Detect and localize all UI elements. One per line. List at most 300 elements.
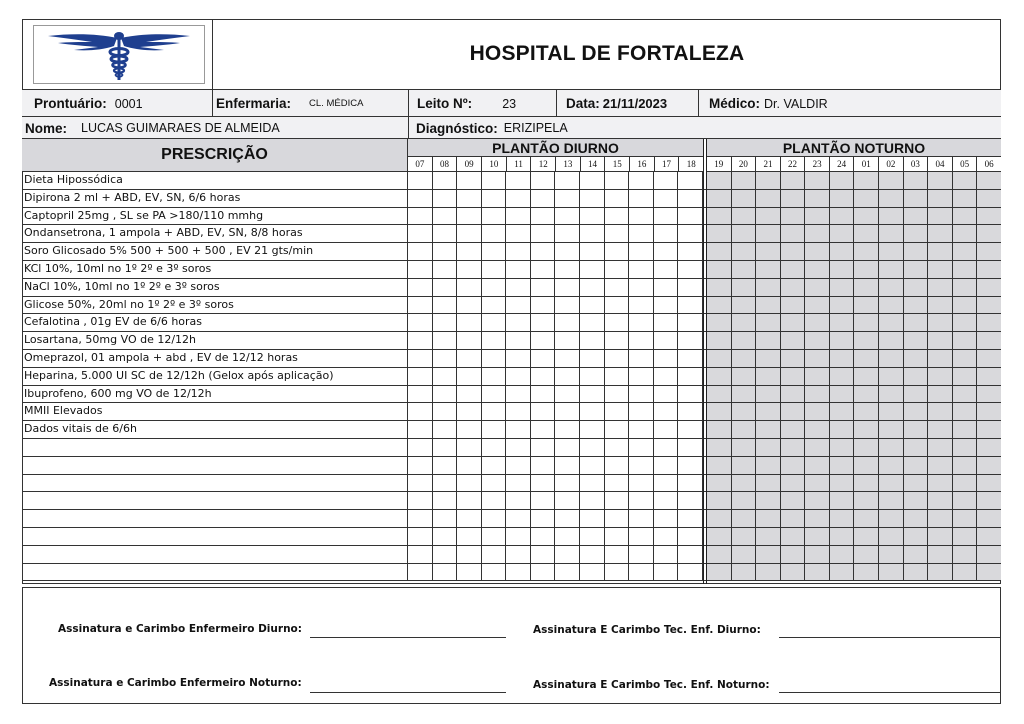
checkoff-cell[interactable] [781,243,806,260]
checkoff-cell[interactable] [506,190,531,207]
checkoff-cell[interactable] [457,546,482,563]
checkoff-cell[interactable] [707,475,732,492]
checkoff-cell[interactable] [457,510,482,527]
checkoff-cell[interactable] [830,208,855,225]
checkoff-cell[interactable] [904,350,929,367]
checkoff-cell[interactable] [854,225,879,242]
checkoff-cell[interactable] [830,314,855,331]
checkoff-cell[interactable] [506,243,531,260]
checkoff-cell[interactable] [506,457,531,474]
checkoff-cell[interactable] [879,421,904,438]
checkoff-cell[interactable] [928,510,953,527]
checkoff-cell[interactable] [756,457,781,474]
checkoff-cell[interactable] [531,314,556,331]
checkoff-cell[interactable] [580,386,605,403]
checkoff-cell[interactable] [756,528,781,545]
checkoff-cell[interactable] [879,546,904,563]
checkoff-cell[interactable] [830,297,855,314]
checkoff-cell[interactable] [678,368,703,385]
checkoff-cell[interactable] [678,225,703,242]
checkoff-cell[interactable] [830,332,855,349]
checkoff-cell[interactable] [805,332,830,349]
checkoff-cell[interactable] [756,172,781,189]
checkoff-cell[interactable] [580,261,605,278]
checkoff-cell[interactable] [433,279,458,296]
checkoff-cell[interactable] [732,172,757,189]
sig-tec-noturno-line[interactable] [779,692,1000,693]
checkoff-cell[interactable] [854,475,879,492]
prescription-text[interactable] [22,528,408,545]
checkoff-cell[interactable] [506,297,531,314]
checkoff-cell[interactable] [781,546,806,563]
checkoff-cell[interactable] [928,421,953,438]
checkoff-cell[interactable] [629,475,654,492]
checkoff-cell[interactable] [580,528,605,545]
checkoff-cell[interactable] [732,190,757,207]
checkoff-cell[interactable] [433,243,458,260]
checkoff-cell[interactable] [678,261,703,278]
checkoff-cell[interactable] [707,350,732,367]
checkoff-cell[interactable] [531,225,556,242]
checkoff-cell[interactable] [977,332,1001,349]
checkoff-cell[interactable] [854,190,879,207]
checkoff-cell[interactable] [555,457,580,474]
checkoff-cell[interactable] [707,510,732,527]
data-value[interactable]: 21/11/2023 [602,96,668,111]
checkoff-cell[interactable] [678,492,703,509]
checkoff-cell[interactable] [707,190,732,207]
prescription-text[interactable]: Glicose 50%, 20ml no 1º 2º e 3º soros [22,297,408,314]
checkoff-cell[interactable] [854,350,879,367]
checkoff-cell[interactable] [805,492,830,509]
checkoff-cell[interactable] [781,492,806,509]
checkoff-cell[interactable] [904,475,929,492]
checkoff-cell[interactable] [732,225,757,242]
checkoff-cell[interactable] [781,475,806,492]
checkoff-cell[interactable] [977,350,1001,367]
checkoff-cell[interactable] [707,564,732,581]
checkoff-cell[interactable] [482,297,507,314]
checkoff-cell[interactable] [830,261,855,278]
checkoff-cell[interactable] [879,386,904,403]
checkoff-cell[interactable] [605,439,630,456]
checkoff-cell[interactable] [605,297,630,314]
checkoff-cell[interactable] [580,314,605,331]
checkoff-cell[interactable] [433,492,458,509]
checkoff-cell[interactable] [953,243,978,260]
checkoff-cell[interactable] [433,350,458,367]
checkoff-cell[interactable] [580,368,605,385]
checkoff-cell[interactable] [654,261,679,278]
checkoff-cell[interactable] [977,421,1001,438]
checkoff-cell[interactable] [977,528,1001,545]
checkoff-cell[interactable] [904,403,929,420]
prescription-text[interactable]: Ondansetrona, 1 ampola + ABD, EV, SN, 8/8 horas [22,225,408,242]
checkoff-cell[interactable] [854,297,879,314]
checkoff-cell[interactable] [977,279,1001,296]
checkoff-cell[interactable] [879,243,904,260]
checkoff-cell[interactable] [506,528,531,545]
checkoff-cell[interactable] [678,297,703,314]
checkoff-cell[interactable] [629,386,654,403]
checkoff-cell[interactable] [605,564,630,581]
checkoff-cell[interactable] [830,243,855,260]
checkoff-cell[interactable] [904,314,929,331]
checkoff-cell[interactable] [605,457,630,474]
checkoff-cell[interactable] [408,475,433,492]
checkoff-cell[interactable] [457,225,482,242]
checkoff-cell[interactable] [879,172,904,189]
checkoff-cell[interactable] [457,475,482,492]
checkoff-cell[interactable] [629,208,654,225]
checkoff-cell[interactable] [732,208,757,225]
checkoff-cell[interactable] [654,492,679,509]
checkoff-cell[interactable] [433,261,458,278]
checkoff-cell[interactable] [654,172,679,189]
checkoff-cell[interactable] [805,475,830,492]
checkoff-cell[interactable] [854,510,879,527]
checkoff-cell[interactable] [408,243,433,260]
checkoff-cell[interactable] [506,208,531,225]
checkoff-cell[interactable] [977,386,1001,403]
checkoff-cell[interactable] [756,297,781,314]
checkoff-cell[interactable] [408,439,433,456]
checkoff-cell[interactable] [605,190,630,207]
checkoff-cell[interactable] [408,546,433,563]
checkoff-cell[interactable] [977,439,1001,456]
checkoff-cell[interactable] [953,421,978,438]
checkoff-cell[interactable] [482,386,507,403]
checkoff-cell[interactable] [482,439,507,456]
prescription-text[interactable]: Dieta Hipossódica [22,172,408,189]
checkoff-cell[interactable] [629,564,654,581]
checkoff-cell[interactable] [531,492,556,509]
checkoff-cell[interactable] [605,492,630,509]
checkoff-cell[interactable] [433,457,458,474]
checkoff-cell[interactable] [732,297,757,314]
checkoff-cell[interactable] [531,439,556,456]
checkoff-cell[interactable] [781,279,806,296]
checkoff-cell[interactable] [580,190,605,207]
checkoff-cell[interactable] [928,475,953,492]
checkoff-cell[interactable] [830,368,855,385]
checkoff-cell[interactable] [928,332,953,349]
checkoff-cell[interactable] [707,403,732,420]
checkoff-cell[interactable] [904,564,929,581]
checkoff-cell[interactable] [580,243,605,260]
checkoff-cell[interactable] [629,439,654,456]
checkoff-cell[interactable] [904,510,929,527]
checkoff-cell[interactable] [678,475,703,492]
checkoff-cell[interactable] [904,421,929,438]
checkoff-cell[interactable] [506,261,531,278]
checkoff-cell[interactable] [408,421,433,438]
checkoff-cell[interactable] [805,403,830,420]
checkoff-cell[interactable] [457,208,482,225]
checkoff-cell[interactable] [830,386,855,403]
checkoff-cell[interactable] [482,546,507,563]
checkoff-cell[interactable] [555,386,580,403]
checkoff-cell[interactable] [781,225,806,242]
checkoff-cell[interactable] [928,439,953,456]
checkoff-cell[interactable] [830,457,855,474]
checkoff-cell[interactable] [555,297,580,314]
checkoff-cell[interactable] [678,564,703,581]
checkoff-cell[interactable] [928,564,953,581]
checkoff-cell[interactable] [977,546,1001,563]
checkoff-cell[interactable] [756,386,781,403]
checkoff-cell[interactable] [879,190,904,207]
checkoff-cell[interactable] [953,208,978,225]
checkoff-cell[interactable] [904,172,929,189]
checkoff-cell[interactable] [756,403,781,420]
checkoff-cell[interactable] [531,350,556,367]
checkoff-cell[interactable] [457,172,482,189]
prescription-text[interactable] [22,510,408,527]
checkoff-cell[interactable] [953,314,978,331]
checkoff-cell[interactable] [433,510,458,527]
checkoff-cell[interactable] [555,225,580,242]
checkoff-cell[interactable] [408,261,433,278]
checkoff-cell[interactable] [433,475,458,492]
checkoff-cell[interactable] [678,190,703,207]
checkoff-cell[interactable] [506,279,531,296]
prescription-text[interactable]: Dados vitais de 6/6h [22,421,408,438]
prescription-text[interactable]: Cefalotina , 01g EV de 6/6 horas [22,314,408,331]
checkoff-cell[interactable] [555,314,580,331]
checkoff-cell[interactable] [531,510,556,527]
checkoff-cell[interactable] [781,439,806,456]
checkoff-cell[interactable] [953,528,978,545]
checkoff-cell[interactable] [904,528,929,545]
checkoff-cell[interactable] [654,546,679,563]
checkoff-cell[interactable] [879,261,904,278]
checkoff-cell[interactable] [433,314,458,331]
checkoff-cell[interactable] [408,564,433,581]
checkoff-cell[interactable] [433,332,458,349]
checkoff-cell[interactable] [408,386,433,403]
checkoff-cell[interactable] [629,225,654,242]
checkoff-cell[interactable] [732,421,757,438]
checkoff-cell[interactable] [506,403,531,420]
checkoff-cell[interactable] [928,368,953,385]
checkoff-cell[interactable] [707,279,732,296]
checkoff-cell[interactable] [854,403,879,420]
checkoff-cell[interactable] [482,421,507,438]
checkoff-cell[interactable] [805,439,830,456]
checkoff-cell[interactable] [756,492,781,509]
checkoff-cell[interactable] [482,528,507,545]
prescription-text[interactable] [22,439,408,456]
checkoff-cell[interactable] [629,546,654,563]
checkoff-cell[interactable] [756,546,781,563]
checkoff-cell[interactable] [654,403,679,420]
checkoff-cell[interactable] [781,421,806,438]
checkoff-cell[interactable] [629,492,654,509]
checkoff-cell[interactable] [506,475,531,492]
checkoff-cell[interactable] [732,475,757,492]
checkoff-cell[interactable] [678,421,703,438]
checkoff-cell[interactable] [654,439,679,456]
checkoff-cell[interactable] [805,528,830,545]
checkoff-cell[interactable] [555,261,580,278]
enfermaria-value[interactable]: CL. MÉDICA [309,98,364,109]
checkoff-cell[interactable] [928,190,953,207]
checkoff-cell[interactable] [805,297,830,314]
checkoff-cell[interactable] [457,421,482,438]
checkoff-cell[interactable] [654,314,679,331]
checkoff-cell[interactable] [531,297,556,314]
checkoff-cell[interactable] [977,564,1001,581]
checkoff-cell[interactable] [707,368,732,385]
checkoff-cell[interactable] [482,190,507,207]
prescription-text[interactable] [22,475,408,492]
checkoff-cell[interactable] [928,172,953,189]
checkoff-cell[interactable] [904,368,929,385]
checkoff-cell[interactable] [605,172,630,189]
checkoff-cell[interactable] [531,403,556,420]
checkoff-cell[interactable] [555,528,580,545]
checkoff-cell[interactable] [830,439,855,456]
checkoff-cell[interactable] [904,457,929,474]
checkoff-cell[interactable] [756,225,781,242]
checkoff-cell[interactable] [854,439,879,456]
checkoff-cell[interactable] [457,190,482,207]
checkoff-cell[interactable] [555,421,580,438]
checkoff-cell[interactable] [707,421,732,438]
checkoff-cell[interactable] [654,564,679,581]
checkoff-cell[interactable] [408,190,433,207]
checkoff-cell[interactable] [580,492,605,509]
checkoff-cell[interactable] [732,528,757,545]
checkoff-cell[interactable] [879,492,904,509]
checkoff-cell[interactable] [457,439,482,456]
checkoff-cell[interactable] [854,421,879,438]
checkoff-cell[interactable] [605,314,630,331]
checkoff-cell[interactable] [531,332,556,349]
prescription-text[interactable]: Soro Glicosado 5% 500 + 500 + 500 , EV 21 gts/min [22,243,408,260]
prescription-text[interactable]: MMII Elevados [22,403,408,420]
checkoff-cell[interactable] [953,368,978,385]
checkoff-cell[interactable] [482,475,507,492]
checkoff-cell[interactable] [457,368,482,385]
checkoff-cell[interactable] [928,279,953,296]
prescription-text[interactable] [22,564,408,581]
checkoff-cell[interactable] [854,564,879,581]
checkoff-cell[interactable] [555,492,580,509]
checkoff-cell[interactable] [408,492,433,509]
checkoff-cell[interactable] [953,492,978,509]
checkoff-cell[interactable] [756,368,781,385]
checkoff-cell[interactable] [879,225,904,242]
checkoff-cell[interactable] [854,332,879,349]
checkoff-cell[interactable] [408,208,433,225]
checkoff-cell[interactable] [805,421,830,438]
checkoff-cell[interactable] [732,439,757,456]
checkoff-cell[interactable] [953,172,978,189]
checkoff-cell[interactable] [904,243,929,260]
checkoff-cell[interactable] [830,279,855,296]
checkoff-cell[interactable] [629,332,654,349]
checkoff-cell[interactable] [433,546,458,563]
checkoff-cell[interactable] [506,172,531,189]
checkoff-cell[interactable] [879,279,904,296]
checkoff-cell[interactable] [482,510,507,527]
checkoff-cell[interactable] [904,190,929,207]
checkoff-cell[interactable] [433,439,458,456]
checkoff-cell[interactable] [678,546,703,563]
checkoff-cell[interactable] [654,350,679,367]
checkoff-cell[interactable] [854,546,879,563]
checkoff-cell[interactable] [605,546,630,563]
checkoff-cell[interactable] [977,457,1001,474]
checkoff-cell[interactable] [654,332,679,349]
checkoff-cell[interactable] [457,261,482,278]
checkoff-cell[interactable] [756,350,781,367]
checkoff-cell[interactable] [580,439,605,456]
checkoff-cell[interactable] [506,225,531,242]
checkoff-cell[interactable] [707,297,732,314]
checkoff-cell[interactable] [408,528,433,545]
checkoff-cell[interactable] [482,332,507,349]
checkoff-cell[interactable] [531,546,556,563]
checkoff-cell[interactable] [879,457,904,474]
checkoff-cell[interactable] [605,279,630,296]
checkoff-cell[interactable] [732,492,757,509]
checkoff-cell[interactable] [654,279,679,296]
checkoff-cell[interactable] [830,492,855,509]
checkoff-cell[interactable] [781,297,806,314]
checkoff-cell[interactable] [531,261,556,278]
checkoff-cell[interactable] [506,350,531,367]
checkoff-cell[interactable] [805,225,830,242]
checkoff-cell[interactable] [605,225,630,242]
leito-value[interactable]: 23 [502,96,517,111]
checkoff-cell[interactable] [953,510,978,527]
checkoff-cell[interactable] [408,403,433,420]
checkoff-cell[interactable] [482,403,507,420]
checkoff-cell[interactable] [732,510,757,527]
checkoff-cell[interactable] [928,225,953,242]
checkoff-cell[interactable] [678,314,703,331]
checkoff-cell[interactable] [732,261,757,278]
checkoff-cell[interactable] [678,510,703,527]
checkoff-cell[interactable] [654,243,679,260]
checkoff-cell[interactable] [904,546,929,563]
checkoff-cell[interactable] [408,350,433,367]
checkoff-cell[interactable] [707,225,732,242]
checkoff-cell[interactable] [580,403,605,420]
checkoff-cell[interactable] [580,546,605,563]
checkoff-cell[interactable] [482,564,507,581]
checkoff-cell[interactable] [854,172,879,189]
checkoff-cell[interactable] [506,546,531,563]
checkoff-cell[interactable] [756,510,781,527]
checkoff-cell[interactable] [580,421,605,438]
checkoff-cell[interactable] [830,528,855,545]
prescription-text[interactable]: Omeprazol, 01 ampola + abd , EV de 12/12 horas [22,350,408,367]
checkoff-cell[interactable] [457,528,482,545]
checkoff-cell[interactable] [805,546,830,563]
checkoff-cell[interactable] [555,403,580,420]
checkoff-cell[interactable] [580,564,605,581]
checkoff-cell[interactable] [629,510,654,527]
checkoff-cell[interactable] [654,225,679,242]
checkoff-cell[interactable] [555,208,580,225]
checkoff-cell[interactable] [732,368,757,385]
checkoff-cell[interactable] [756,190,781,207]
checkoff-cell[interactable] [433,564,458,581]
